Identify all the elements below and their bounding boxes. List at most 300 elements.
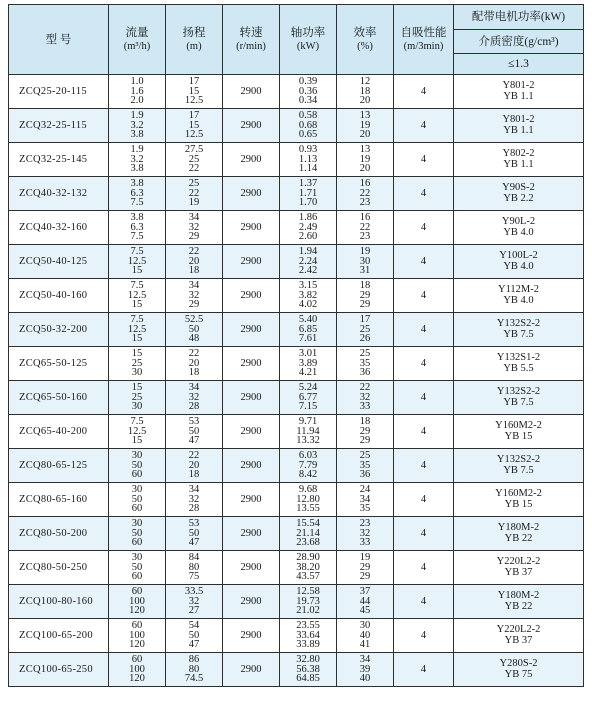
cell-shaft-power-value: 28.90 <box>296 552 320 564</box>
cell-speed: 2900 <box>223 381 280 415</box>
cell-flow-value: 15 <box>131 265 143 277</box>
cell-efficiency-value: 18 <box>359 85 371 97</box>
cell-motor-value: YB 37 <box>504 566 533 578</box>
cell-motor-value: Y90L-2 <box>501 216 536 227</box>
cell-shaft-power-value: 0.65 <box>298 129 318 141</box>
cell-flow-value: 12.5 <box>127 425 147 437</box>
cell-efficiency <box>337 143 394 177</box>
cell-head <box>166 75 223 109</box>
cell-motor-value: Y112M-2 <box>497 284 540 295</box>
cell-shaft-power-value: 12.58 <box>296 586 320 598</box>
cell-motor <box>454 585 584 619</box>
cell-motor <box>454 517 584 551</box>
cell-head-value: 32 <box>188 221 200 233</box>
cell-efficiency-value: 13 <box>359 110 371 122</box>
cell-efficiency-value: 39 <box>359 663 371 675</box>
header-efficiency: 效率 (%) <box>337 5 394 75</box>
cell-head <box>166 313 223 347</box>
cell-motor <box>454 619 584 653</box>
cell-shaft-power-value: 5.40 <box>298 314 318 326</box>
cell-flow-value: 100 <box>129 595 145 607</box>
cell-shaft-power-value: 4.02 <box>298 299 318 311</box>
cell-model: ZCQ80-65-160 <box>9 483 109 517</box>
header-model: 型 号 <box>9 5 109 75</box>
cell-efficiency-value: 23 <box>359 231 371 243</box>
cell-head-value: 34 <box>188 212 200 224</box>
cell-head-value: 28 <box>188 503 200 515</box>
cell-flow-value: 15 <box>131 299 143 311</box>
cell-efficiency <box>337 415 394 449</box>
cell-flow <box>109 381 166 415</box>
cell-shaft-power-value: 2.42 <box>298 265 318 277</box>
cell-efficiency-value: 17 <box>359 314 371 326</box>
cell-self-priming: 4 <box>394 619 454 653</box>
cell-flow <box>109 449 166 483</box>
cell-speed: 2900 <box>223 449 280 483</box>
cell-shaft-power-value: 64.85 <box>296 673 320 685</box>
header-shaft-power: 轴功率 (kW) <box>280 5 337 75</box>
cell-shaft-power <box>280 517 337 551</box>
cell-head-value: 74.5 <box>184 673 204 685</box>
cell-efficiency-value: 29 <box>359 561 371 573</box>
cell-flow-value: 60 <box>131 503 143 515</box>
header-density: 介质密度(g/cm³) <box>454 30 584 54</box>
cell-head-value: 29 <box>188 299 200 311</box>
cell-head-value: 86 <box>188 654 200 666</box>
cell-efficiency-value: 34 <box>359 654 371 666</box>
cell-motor-value: Y90S-2 <box>502 182 535 193</box>
cell-motor <box>454 109 584 143</box>
cell-flow-value: 12.5 <box>127 255 147 267</box>
cell-motor-value: Y801-2 <box>502 114 535 125</box>
cell-efficiency-value: 33 <box>359 537 371 549</box>
cell-efficiency <box>337 585 394 619</box>
cell-efficiency-value: 44 <box>359 595 371 607</box>
cell-efficiency-value: 20 <box>359 95 371 107</box>
table-row <box>9 109 584 143</box>
cell-shaft-power-value: 7.15 <box>298 401 318 413</box>
cell-head-value: 12.5 <box>184 129 204 141</box>
cell-efficiency-value: 23 <box>359 197 371 209</box>
cell-model: ZCQ80-65-125 <box>9 449 109 483</box>
cell-efficiency <box>337 517 394 551</box>
cell-model: ZCQ32-25-145 <box>9 143 109 177</box>
cell-efficiency <box>337 279 394 313</box>
cell-motor-value: YB 7.5 <box>503 328 534 340</box>
cell-motor-value: Y801-2 <box>502 80 535 91</box>
cell-flow <box>109 313 166 347</box>
cell-flow-value: 50 <box>131 493 143 505</box>
cell-shaft-power <box>280 619 337 653</box>
cell-flow-value: 12.5 <box>127 289 147 301</box>
cell-self-priming: 4 <box>394 245 454 279</box>
cell-motor-value: Y180M-2 <box>497 590 540 601</box>
cell-motor <box>454 245 584 279</box>
cell-efficiency <box>337 653 394 687</box>
cell-shaft-power-value: 9.68 <box>298 484 318 496</box>
cell-motor-value: Y132S2-2 <box>496 318 541 329</box>
cell-flow-value: 30 <box>131 484 143 496</box>
cell-shaft-power <box>280 449 337 483</box>
cell-model: ZCQ100-80-160 <box>9 585 109 619</box>
cell-efficiency-value: 30 <box>359 255 371 267</box>
cell-efficiency-value: 26 <box>359 333 371 345</box>
cell-head-value: 34 <box>188 382 200 394</box>
cell-flow <box>109 551 166 585</box>
cell-flow-value: 15 <box>131 435 143 447</box>
cell-head-value: 47 <box>188 639 200 651</box>
cell-efficiency <box>337 551 394 585</box>
cell-head <box>166 619 223 653</box>
cell-flow-value: 7.5 <box>130 231 144 243</box>
cell-head <box>166 143 223 177</box>
cell-shaft-power-value: 0.93 <box>298 144 318 156</box>
cell-head <box>166 415 223 449</box>
cell-shaft-power <box>280 415 337 449</box>
cell-efficiency-value: 19 <box>359 246 371 258</box>
cell-shaft-power-value: 8.42 <box>298 469 318 481</box>
cell-head-value: 52.5 <box>184 314 204 326</box>
cell-head-value: 20 <box>188 459 200 471</box>
cell-flow-value: 1.0 <box>130 76 144 88</box>
cell-shaft-power-value: 4.21 <box>298 367 318 379</box>
cell-model: ZCQ50-40-125 <box>9 245 109 279</box>
cell-flow <box>109 75 166 109</box>
cell-efficiency-value: 22 <box>359 221 371 233</box>
cell-head-value: 22 <box>188 163 200 175</box>
cell-efficiency-value: 24 <box>359 484 371 496</box>
cell-self-priming: 4 <box>394 483 454 517</box>
cell-motor-value: YB 7.5 <box>503 396 534 408</box>
cell-shaft-power-value: 15.54 <box>296 518 320 530</box>
table-row <box>9 211 584 245</box>
cell-flow <box>109 585 166 619</box>
cell-flow <box>109 109 166 143</box>
cell-efficiency-value: 29 <box>359 571 371 583</box>
cell-efficiency-value: 29 <box>359 425 371 437</box>
cell-motor <box>454 381 584 415</box>
cell-efficiency-value: 40 <box>359 673 371 685</box>
cell-head-value: 25 <box>188 153 200 165</box>
table-row <box>9 177 584 211</box>
cell-head-value: 27.5 <box>184 144 204 156</box>
cell-motor <box>454 483 584 517</box>
cell-model: ZCQ80-50-250 <box>9 551 109 585</box>
cell-self-priming: 4 <box>394 381 454 415</box>
cell-shaft-power-value: 1.14 <box>298 163 318 175</box>
cell-motor <box>454 313 584 347</box>
cell-efficiency-value: 13 <box>359 144 371 156</box>
cell-head-value: 50 <box>188 323 200 335</box>
cell-flow <box>109 177 166 211</box>
cell-motor-value: YB 2.2 <box>503 192 534 204</box>
cell-flow <box>109 143 166 177</box>
cell-shaft-power <box>280 279 337 313</box>
cell-efficiency <box>337 75 394 109</box>
cell-speed: 2900 <box>223 279 280 313</box>
cell-flow-value: 120 <box>129 605 145 617</box>
table-row <box>9 313 584 347</box>
cell-head <box>166 653 223 687</box>
cell-flow-value: 3.8 <box>130 163 144 175</box>
cell-model: ZCQ32-25-115 <box>9 109 109 143</box>
cell-flow-value: 60 <box>131 620 143 632</box>
cell-efficiency <box>337 347 394 381</box>
cell-shaft-power <box>280 143 337 177</box>
cell-motor-value: Y280S-2 <box>499 658 538 669</box>
cell-speed: 2900 <box>223 585 280 619</box>
cell-motor-value: Y132S2-2 <box>496 454 541 465</box>
cell-flow-value: 7.5 <box>130 416 144 428</box>
cell-shaft-power-value: 5.24 <box>298 382 318 394</box>
cell-flow-value: 50 <box>131 527 143 539</box>
cell-model: ZCQ25-20-115 <box>9 75 109 109</box>
cell-shaft-power-value: 21.02 <box>296 605 320 617</box>
cell-flow-value: 50 <box>131 459 143 471</box>
cell-efficiency-value: 40 <box>359 629 371 641</box>
cell-flow-value: 3.2 <box>130 153 144 165</box>
spec-table-container <box>8 4 583 687</box>
cell-motor-value: Y220L2-2 <box>496 556 541 567</box>
cell-shaft-power <box>280 109 337 143</box>
cell-motor-value: Y180M-2 <box>497 522 540 533</box>
cell-flow-value: 25 <box>131 391 143 403</box>
cell-flow-value: 30 <box>131 401 143 413</box>
cell-self-priming: 4 <box>394 75 454 109</box>
cell-head-value: 22 <box>188 450 200 462</box>
cell-shaft-power <box>280 177 337 211</box>
cell-flow-value: 60 <box>131 571 143 583</box>
header-self-priming: 自吸性能 (m/3min) <box>394 5 454 75</box>
cell-efficiency-value: 22 <box>359 382 371 394</box>
cell-motor <box>454 75 584 109</box>
cell-speed: 2900 <box>223 143 280 177</box>
table-body <box>9 75 584 687</box>
cell-head-value: 84 <box>188 552 200 564</box>
cell-self-priming: 4 <box>394 551 454 585</box>
cell-shaft-power-value: 56.38 <box>296 663 320 675</box>
cell-efficiency-value: 22 <box>359 187 371 199</box>
cell-shaft-power-value: 7.61 <box>298 333 318 345</box>
cell-efficiency-value: 35 <box>359 503 371 515</box>
cell-motor <box>454 143 584 177</box>
cell-head-value: 34 <box>188 280 200 292</box>
header-head: 扬程 (m) <box>166 5 223 75</box>
cell-motor-value: YB 4.0 <box>503 226 534 238</box>
cell-shaft-power-value: 2.60 <box>298 231 318 243</box>
cell-shaft-power-value: 38.20 <box>296 561 320 573</box>
cell-head-value: 15 <box>188 85 200 97</box>
cell-flow <box>109 653 166 687</box>
cell-efficiency <box>337 245 394 279</box>
cell-motor-value: Y132S2-2 <box>496 386 541 397</box>
cell-self-priming: 4 <box>394 517 454 551</box>
table-row <box>9 585 584 619</box>
cell-self-priming: 4 <box>394 143 454 177</box>
cell-head-value: 80 <box>188 561 200 573</box>
cell-motor-value: Y100L-2 <box>499 250 538 261</box>
cell-flow-value: 60 <box>131 469 143 481</box>
cell-shaft-power <box>280 313 337 347</box>
cell-head-value: 18 <box>188 265 200 277</box>
cell-model: ZCQ40-32-160 <box>9 211 109 245</box>
cell-head-value: 18 <box>188 367 200 379</box>
cell-motor <box>454 279 584 313</box>
cell-shaft-power <box>280 211 337 245</box>
cell-model: ZCQ100-65-250 <box>9 653 109 687</box>
cell-flow-value: 1.6 <box>130 85 144 97</box>
cell-head-value: 25 <box>188 178 200 190</box>
cell-speed: 2900 <box>223 211 280 245</box>
cell-shaft-power-value: 23.55 <box>296 620 320 632</box>
cell-flow <box>109 517 166 551</box>
cell-shaft-power-value: 32.80 <box>296 654 320 666</box>
cell-flow-value: 3.2 <box>130 119 144 131</box>
cell-efficiency-value: 25 <box>359 323 371 335</box>
cell-efficiency-value: 37 <box>359 586 371 598</box>
cell-speed: 2900 <box>223 313 280 347</box>
cell-motor-value: Y160M2-2 <box>495 420 542 431</box>
table-row <box>9 517 584 551</box>
cell-self-priming: 4 <box>394 279 454 313</box>
cell-shaft-power-value: 3.89 <box>298 357 318 369</box>
header-flow: 流量 (m³/h) <box>109 5 166 75</box>
cell-shaft-power-value: 19.73 <box>296 595 320 607</box>
cell-speed: 2900 <box>223 653 280 687</box>
cell-flow-value: 100 <box>129 629 145 641</box>
cell-motor-value: YB 37 <box>504 634 533 646</box>
cell-shaft-power-value: 11.94 <box>296 425 320 437</box>
cell-speed: 2900 <box>223 75 280 109</box>
cell-efficiency <box>337 177 394 211</box>
cell-shaft-power <box>280 381 337 415</box>
cell-head <box>166 211 223 245</box>
cell-shaft-power-value: 33.89 <box>296 639 320 651</box>
cell-motor <box>454 211 584 245</box>
cell-efficiency-value: 23 <box>359 518 371 530</box>
cell-head-value: 32 <box>188 493 200 505</box>
cell-efficiency-value: 34 <box>359 493 371 505</box>
cell-efficiency-value: 35 <box>359 459 371 471</box>
cell-head-value: 53 <box>188 518 200 530</box>
cell-flow <box>109 279 166 313</box>
cell-shaft-power-value: 6.85 <box>298 323 318 335</box>
cell-flow-value: 7.5 <box>130 280 144 292</box>
cell-flow <box>109 483 166 517</box>
cell-model: ZCQ65-50-160 <box>9 381 109 415</box>
cell-motor-value: YB 22 <box>504 600 533 612</box>
table-row <box>9 381 584 415</box>
cell-speed: 2900 <box>223 109 280 143</box>
cell-head-value: 48 <box>188 333 200 345</box>
cell-flow-value: 7.5 <box>130 246 144 258</box>
cell-flow-value: 2.0 <box>130 95 144 107</box>
cell-self-priming: 4 <box>394 109 454 143</box>
cell-flow <box>109 347 166 381</box>
cell-shaft-power <box>280 347 337 381</box>
cell-efficiency-value: 29 <box>359 435 371 447</box>
cell-efficiency-value: 25 <box>359 348 371 360</box>
cell-efficiency-value: 30 <box>359 620 371 632</box>
cell-flow-value: 30 <box>131 367 143 379</box>
cell-flow-value: 50 <box>131 561 143 573</box>
cell-head-value: 17 <box>188 110 200 122</box>
cell-motor <box>454 415 584 449</box>
cell-flow <box>109 619 166 653</box>
cell-speed: 2900 <box>223 619 280 653</box>
cell-head-value: 47 <box>188 435 200 447</box>
cell-head-value: 33.5 <box>184 586 204 598</box>
cell-flow-value: 15 <box>131 348 143 360</box>
cell-self-priming: 4 <box>394 449 454 483</box>
cell-efficiency-value: 41 <box>359 639 371 651</box>
cell-model: ZCQ50-32-200 <box>9 313 109 347</box>
cell-flow-value: 6.3 <box>130 187 144 199</box>
cell-head-value: 15 <box>188 119 200 131</box>
cell-efficiency-value: 36 <box>359 367 371 379</box>
cell-flow <box>109 211 166 245</box>
cell-flow-value: 30 <box>131 552 143 564</box>
table-row <box>9 245 584 279</box>
cell-head-value: 22 <box>188 246 200 258</box>
cell-model: ZCQ65-40-200 <box>9 415 109 449</box>
cell-efficiency-value: 12 <box>359 76 371 88</box>
cell-shaft-power-value: 1.71 <box>298 187 318 199</box>
cell-motor <box>454 551 584 585</box>
cell-shaft-power <box>280 75 337 109</box>
cell-shaft-power-value: 2.49 <box>298 221 318 233</box>
cell-shaft-power <box>280 245 337 279</box>
cell-head-value: 22 <box>188 348 200 360</box>
cell-self-priming: 4 <box>394 653 454 687</box>
cell-efficiency <box>337 109 394 143</box>
table-row <box>9 143 584 177</box>
cell-shaft-power-value: 0.68 <box>298 119 318 131</box>
cell-motor-value: YB 7.5 <box>503 464 534 476</box>
cell-speed: 2900 <box>223 415 280 449</box>
cell-efficiency-value: 19 <box>359 119 371 131</box>
cell-head <box>166 279 223 313</box>
cell-shaft-power-value: 3.01 <box>298 348 318 360</box>
table-row <box>9 551 584 585</box>
cell-motor-value: YB 1.1 <box>503 124 534 136</box>
cell-head <box>166 585 223 619</box>
cell-head-value: 32 <box>188 289 200 301</box>
cell-efficiency-value: 20 <box>359 163 371 175</box>
cell-head-value: 53 <box>188 416 200 428</box>
cell-self-priming: 4 <box>394 177 454 211</box>
cell-shaft-power <box>280 653 337 687</box>
cell-shaft-power-value: 6.77 <box>298 391 318 403</box>
cell-flow <box>109 245 166 279</box>
cell-speed: 2900 <box>223 177 280 211</box>
cell-shaft-power-value: 1.86 <box>298 212 318 224</box>
cell-flow-value: 12.5 <box>127 323 147 335</box>
cell-flow-value: 7.5 <box>130 197 144 209</box>
cell-speed: 2900 <box>223 551 280 585</box>
table-row <box>9 75 584 109</box>
cell-shaft-power-value: 0.39 <box>298 76 318 88</box>
cell-motor-value: Y220L2-2 <box>496 624 541 635</box>
cell-efficiency-value: 18 <box>359 416 371 428</box>
cell-motor-value: YB 15 <box>504 498 533 510</box>
cell-flow <box>109 415 166 449</box>
cell-motor <box>454 449 584 483</box>
cell-efficiency-value: 19 <box>359 552 371 564</box>
cell-shaft-power-value: 21.14 <box>296 527 320 539</box>
cell-shaft-power <box>280 585 337 619</box>
cell-flow-value: 7.5 <box>130 314 144 326</box>
